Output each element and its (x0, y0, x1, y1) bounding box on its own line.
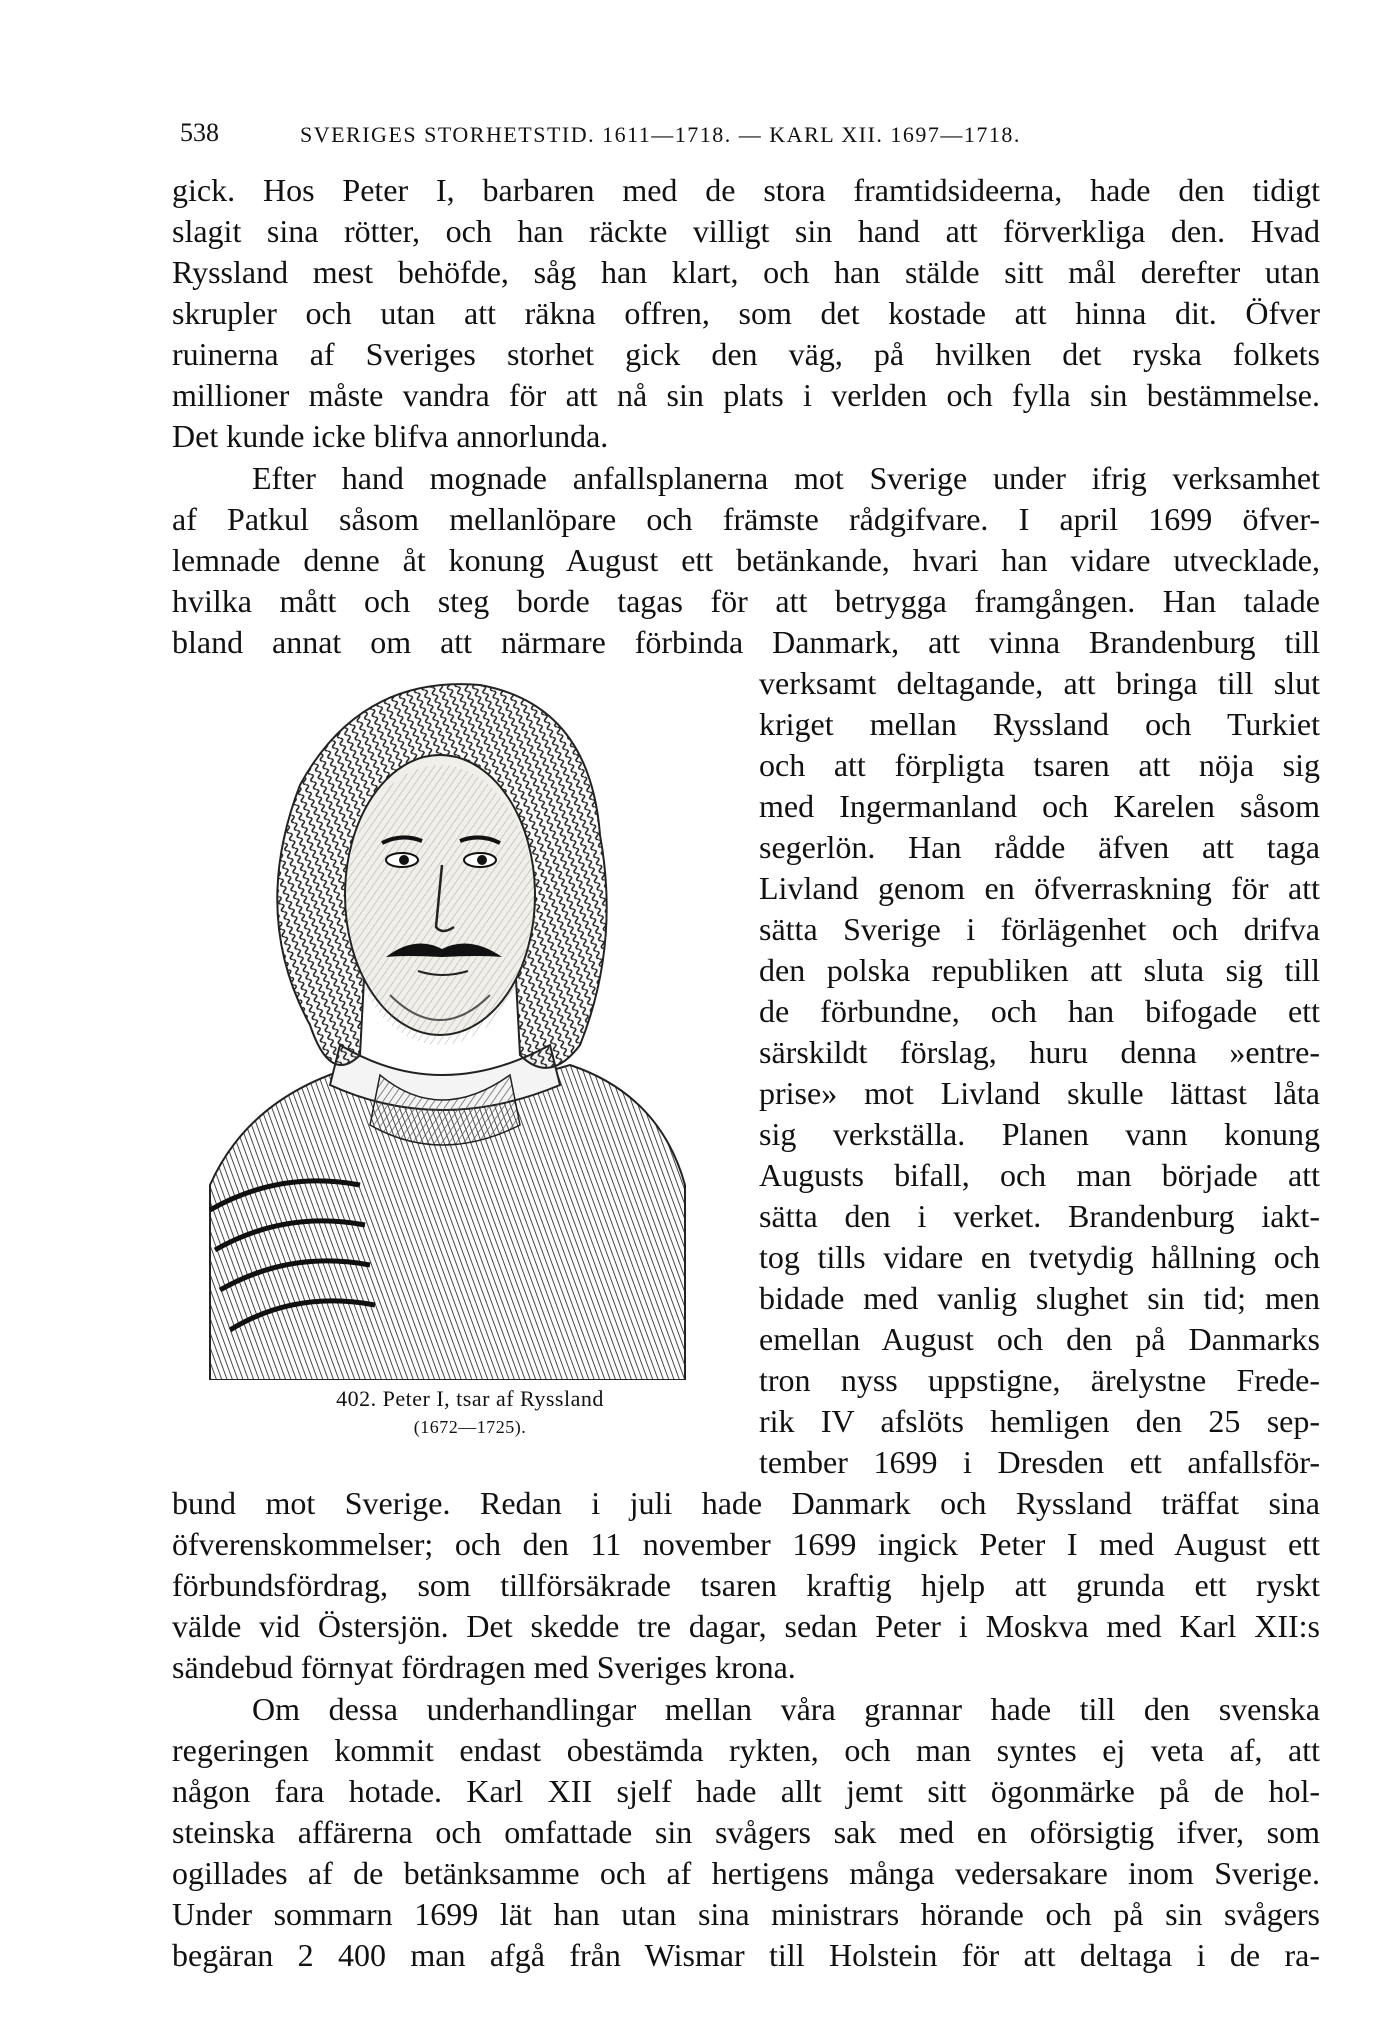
text-line: bland annat om att närmare förbinda Danmark, att vinna Brandenburg till (172, 624, 1320, 660)
text-line: Augusts bifall, och man började att (759, 1157, 1320, 1193)
text-line: kriget mellan Ryssland och Turkiet (759, 706, 1320, 742)
text-line: Under sommarn 1699 lät han utan sina ministrars hörande och på sin svågers (172, 1896, 1320, 1932)
text-line: tember 1699 i Dresden ett anfallsför- (759, 1444, 1320, 1480)
text-line: de förbundne, och han bifogade ett (759, 993, 1320, 1029)
text-line: slagit sina rötter, och han räckte villigt sin hand att förverkliga den. Hvad (172, 213, 1320, 249)
text-line: bidade med vanlig slughet sin tid; men (759, 1280, 1320, 1316)
text-line: ruinerna af Sveriges storhet gick den väg, på hvilken det ryska folkets (172, 336, 1320, 372)
text-line: lemnade denne åt konung August ett betänkande, hvari han vidare utvecklade, (172, 542, 1320, 578)
text-line: emellan August och den på Danmarks (759, 1321, 1320, 1357)
caption-title: 402. Peter I, tsar af Ryssland (336, 1386, 604, 1411)
text-line: begäran 2 400 man afgå från Wismar till Holstein för att deltaga i de ra- (172, 1937, 1320, 1973)
text-line: hvilka mått och steg borde tagas för att betrygga framgången. Han talade (172, 583, 1320, 619)
text-line: Ryssland mest behöfde, såg han klart, och han stälde sitt mål derefter utan (172, 254, 1320, 290)
text-line: rik IV afslöts hemligen den 25 sep- (759, 1403, 1320, 1439)
text-line: Efter hand mognade anfallsplanerna mot Sverige under ifrig verksamhet (252, 460, 1320, 496)
text-line: prise» mot Livland skulle lättast låta (759, 1075, 1320, 1111)
text-line: segerlön. Han rådde äfven att taga (759, 829, 1320, 865)
text-line: gick. Hos Peter I, barbaren med de stora framtidsideerna, hade den tidigt (172, 172, 1320, 208)
text-line: särskildt förslag, huru denna »entre- (759, 1034, 1320, 1070)
caption-dates: (1672—1725). (413, 1417, 527, 1437)
text-line: steinska affärerna och omfattade sin svågers sak med en oförsigtig ifver, som (172, 1814, 1320, 1850)
running-header (180, 118, 1200, 148)
figure-caption (270, 1385, 670, 1441)
text-line: med Ingermanland och Karelen såsom (759, 788, 1320, 824)
text-line: af Patkul såsom mellanlöpare och främste rådgifvare. I april 1699 öfver- (172, 501, 1320, 537)
text-line: Livland genom en öfverraskning för att (759, 870, 1320, 906)
text-line: tog tills vidare en tvetydig hållning och (759, 1239, 1320, 1275)
text-line: tron nyss uppstigne, ärelystne Frede- (759, 1362, 1320, 1398)
text-line: ogillades af de betänksamme och af hertigens många vedersakare inom Sverige. (172, 1855, 1320, 1891)
portrait-engraving (190, 665, 690, 1380)
text-line: sändebud förnyat fördragen med Sveriges krona. (172, 1649, 796, 1685)
text-line: öfverenskommelser; och den 11 november 1699 ingick Peter I med August ett (172, 1526, 1320, 1562)
text-line: förbundsfördrag, som tillförsäkrade tsaren kraftig hjelp att grunda ett ryskt (172, 1567, 1320, 1603)
text-line: välde vid Östersjön. Det skedde tre dagar, sedan Peter i Moskva med Karl XII:s (172, 1608, 1320, 1644)
portrait-illustration (190, 665, 690, 1380)
text-line: och att förpligta tsaren att nöja sig (759, 747, 1320, 783)
text-line: Det kunde icke blifva annorlunda. (172, 418, 609, 454)
text-line: regeringen kommit endast obestämda rykten, och man syntes ej veta af, att (172, 1732, 1320, 1768)
text-line: Om dessa underhandlingar mellan våra grannar hade till den svenska (252, 1691, 1320, 1727)
running-title: SVERIGES STORHETSTID. 1611—1718. — KARL XII. 1697—1718. (300, 122, 1021, 147)
text-line: sätta Sverige i förlägenhet och drifva (759, 911, 1320, 947)
text-line: sig verkställa. Planen vann konung (759, 1116, 1320, 1152)
text-line: någon fara hotade. Karl XII sjelf hade allt jemt sitt ögonmärke på de hol- (172, 1773, 1320, 1809)
text-line: den polska republiken att sluta sig till (759, 952, 1320, 988)
text-line: sätta den i verket. Brandenburg iakt- (759, 1198, 1320, 1234)
text-line: verksamt deltagande, att bringa till slut (759, 665, 1320, 701)
text-line: millioner måste vandra för att nå sin plats i verlden och fylla sin bestämmelse. (172, 377, 1320, 413)
page-number: 538 (180, 118, 219, 147)
text-line: bund mot Sverige. Redan i juli hade Danmark och Ryssland träffat sina (172, 1485, 1320, 1521)
text-line: skrupler och utan att räkna offren, som det kostade att hinna dit. Öfver (172, 295, 1320, 331)
